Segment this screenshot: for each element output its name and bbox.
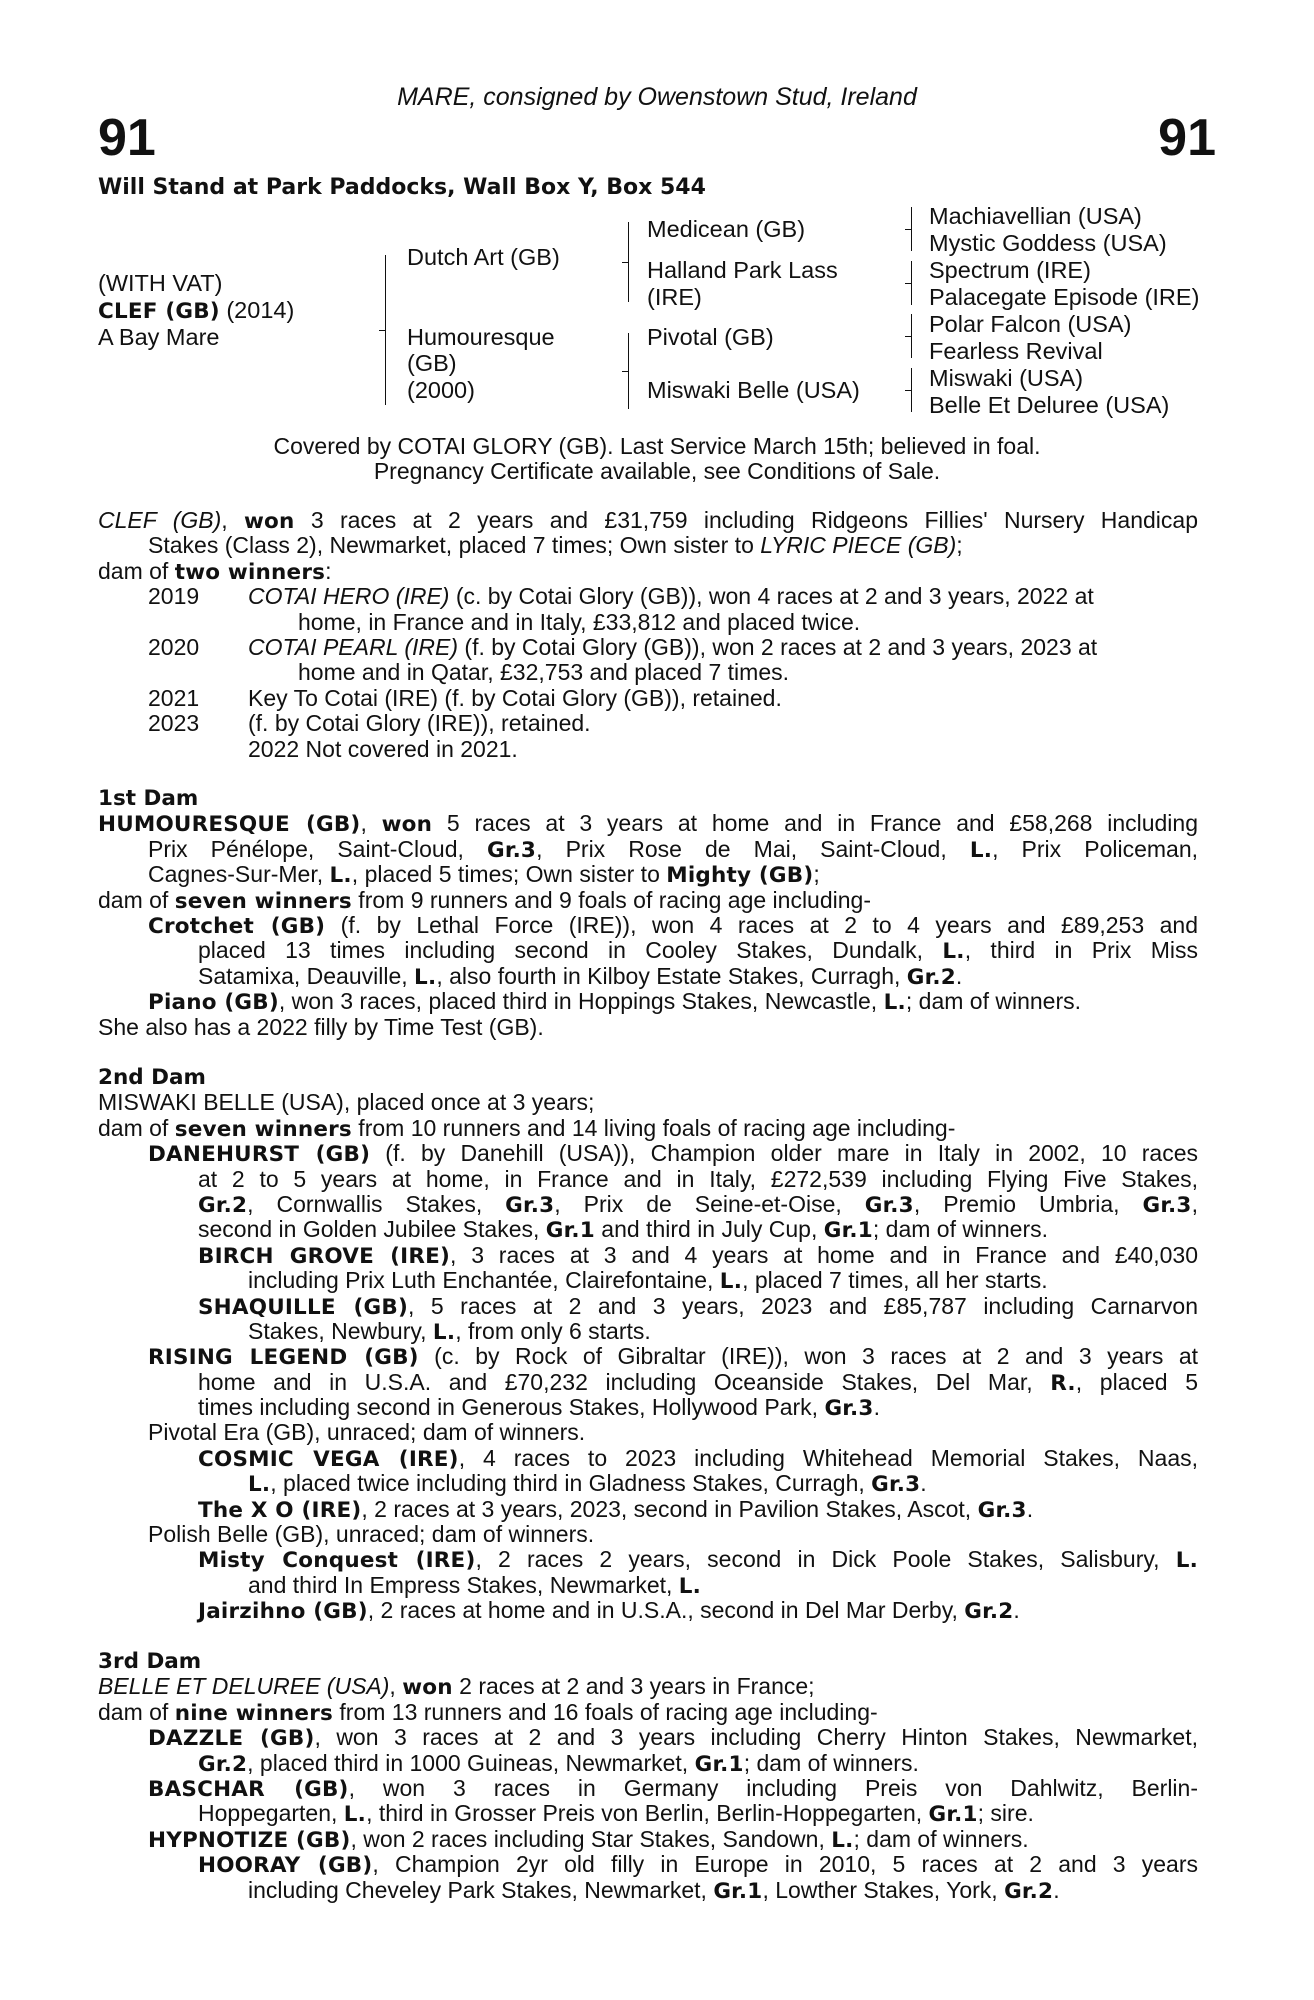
mare-record-line: dam of two winners: (98, 557, 332, 585)
stand-location: Will Stand at Park Paddocks, Wall Box Y, Box 544 (98, 175, 706, 200)
pedigree-line: Crotchet (GB) (f. by Lethal Force (IRE)), won 4 races at 2 to 4 years and £89,253 and (148, 911, 1198, 939)
pedigree-brace-2b (628, 333, 629, 409)
sire-sire: Medicean (GB) (647, 216, 806, 242)
dam-year: (2000) (407, 377, 475, 403)
pedigree-line: Stakes, Newbury, L., from only 6 starts. (248, 1317, 651, 1345)
pedigree-brace-3c (911, 314, 912, 358)
pedigree-line: BELLE ET DELUREE (USA), won 2 races at 2 and 3 years in France; (98, 1673, 815, 1701)
dam-name-line1: Humouresque (407, 324, 555, 350)
pedigree-line: She also has a 2022 filly by Time Test (GB). (98, 1013, 544, 1040)
mare-record-line: CLEF (GB), won 3 races at 2 years and £31,759 including Ridgeons Fillies' Nursery Handicap (98, 507, 1198, 534)
section-heading: 3rd Dam (98, 1649, 202, 1674)
horse-name: CLEF (GB) (98, 299, 220, 324)
horse-year: (2014) (226, 297, 295, 323)
pedigree-brace-2a (628, 222, 629, 302)
pedigree-line: RISING LEGEND (GB) (c. by Rock of Gibraltar (IRE)), won 3 races at 2 and 3 years at (148, 1343, 1199, 1371)
lot-number-left: 91 (98, 109, 156, 167)
section-heading: 1st Dam (98, 786, 199, 811)
pedigree-line: HOORAY (GB), Champion 2yr old filly in Europe in 2010, 5 races at 2 and 3 years (198, 1851, 1198, 1879)
horse-name-line (98, 297, 294, 325)
pedigree-line: Pivotal Era (GB), unraced; dam of winners. (148, 1419, 586, 1446)
pedigree-line: home and in U.S.A. and £70,232 including Oceanside Stakes, Del Mar, R., placed 5 (198, 1368, 1198, 1396)
lot-number-right: 91 (1158, 109, 1216, 167)
produce-row: 2019 COTAI HERO (IRE) (c. by Cotai Glory (GB)), won 4 races at 2 and 3 years, 2022 at (148, 583, 1094, 610)
pedigree-line: dam of seven winners from 9 runners and 9 foals of racing age including- (98, 886, 871, 914)
horse-description: A Bay Mare (98, 324, 220, 350)
pedigree-line: times including second in Generous Stakes, Hollywood Park, Gr.3. (198, 1394, 880, 1422)
pedigree-line: The X O (IRE), 2 races at 3 years, 2023, second in Pavilion Stakes, Ascot, Gr.3. (198, 1495, 1034, 1523)
second-dam-section (98, 1065, 1198, 1624)
covering-line-1: Covered by COTAI GLORY (GB). Last Service March 15th; believed in foal. (273, 433, 1041, 459)
dam-dam-sire: Miswaki (USA) (929, 365, 1084, 391)
pedigree-line: and third In Empress Stakes, Newmarket, L. (248, 1571, 702, 1599)
pedigree-line: second in Golden Jubilee Stakes, Gr.1 and third in July Cup, Gr.1; dam of winners. (198, 1216, 1049, 1244)
pedigree-brace-3b (911, 261, 912, 305)
produce-row: 2023 (f. by Cotai Glory (IRE)), retained. (148, 710, 591, 737)
third-dam-section (98, 1649, 1198, 1903)
produce-row: 2020 COTAI PEARL (IRE) (f. by Cotai Glory (GB)), won 2 races at 2 and 3 years, 2023 at (148, 633, 1098, 660)
pedigree-line: Gr.2, placed third in 1000 Guineas, Newmarket, Gr.1; dam of winners. (198, 1749, 919, 1777)
pedigree-line: including Cheveley Park Stakes, Newmarket, Gr.1, Lowther Stakes, York, Gr.2. (248, 1876, 1060, 1904)
sire-dam-dam: Palacegate Episode (IRE) (929, 284, 1200, 310)
vat-note: (WITH VAT) (98, 270, 223, 296)
sire-name: Dutch Art (GB) (407, 244, 560, 270)
pedigree-line: Prix Pénélope, Saint-Cloud, Gr.3, Prix Rose de Mai, Saint-Cloud, L., Prix Policeman, (148, 835, 1199, 863)
pedigree-line: Polish Belle (GB), unraced; dam of winners. (148, 1521, 595, 1548)
section-heading: 2nd Dam (98, 1065, 206, 1090)
dam-sire-dam: Fearless Revival (929, 338, 1103, 364)
pedigree-line: BASCHAR (GB), won 3 races in Germany including Preis von Dahlwitz, Berlin- (148, 1774, 1198, 1802)
pedigree-line: Piano (GB), won 3 races, placed third in Hoppings Stakes, Newcastle, L.; dam of winners. (148, 988, 1082, 1016)
pedigree-line: Jairzihno (GB), 2 races at home and in U.S.A., second in Del Mar Derby, Gr.2. (198, 1597, 1020, 1625)
covering-notice (0, 434, 1314, 484)
pedigree-line: SHAQUILLE (GB), 5 races at 2 and 3 years, 2023 and £85,787 including Carnarvon (198, 1292, 1198, 1320)
pedigree-line: DAZZLE (GB), won 3 races at 2 and 3 years including Cherry Hinton Stakes, Newmarket, (148, 1724, 1198, 1752)
pedigree-line: HYPNOTIZE (GB), won 2 races including Star Stakes, Sandown, L.; dam of winners. (148, 1825, 1029, 1853)
dam-sire-sire: Polar Falcon (USA) (929, 311, 1132, 337)
pedigree-line: at 2 to 5 years at home, in France and in Italy, £272,539 including Flying Five Stakes, (198, 1165, 1198, 1192)
consignor-subtitle: MARE, consigned by Owenstown Stud, Ireland (397, 83, 917, 111)
pedigree-line: L., placed twice including third in Gladness Stakes, Curragh, Gr.3. (248, 1470, 927, 1498)
pedigree-line: BIRCH GROVE (IRE), 3 races at 3 and 4 years at home and in France and £40,030 (198, 1241, 1198, 1269)
dam-dam: Miswaki Belle (USA) (647, 377, 860, 403)
pedigree-line: Cagnes-Sur-Mer, L., placed 5 times; Own sister to Mighty (GB); (148, 861, 820, 889)
produce-row-cont: home and in Qatar, £32,753 and placed 7 times. (298, 659, 789, 686)
pedigree-brace-1 (385, 255, 386, 405)
produce-row-cont: home, in France and in Italy, £33,812 and placed twice. (298, 608, 861, 635)
produce-note: 2022 Not covered in 2021. (248, 735, 518, 762)
pedigree-line: Misty Conquest (IRE), 2 races 2 years, second in Dick Poole Stakes, Salisbury, L. (198, 1546, 1198, 1574)
pedigree-brace-3d (911, 368, 912, 412)
produce-row: 2021 Key To Cotai (IRE) (f. by Cotai Glory (GB)), retained. (148, 684, 782, 711)
pedigree-line: dam of nine winners from 13 runners and 16 foals of racing age including- (98, 1698, 878, 1726)
pedigree-line: HUMOURESQUE (GB), won 5 races at 3 years at home and in France and £58,268 including (98, 810, 1198, 838)
pedigree-brace-3a (911, 207, 912, 251)
pedigree-line: COSMIC VEGA (IRE), 4 races to 2023 including Whitehead Memorial Stakes, Naas, (198, 1444, 1198, 1472)
pedigree-line: including Prix Luth Enchantée, Clairefontaine, L., placed 7 times, all her starts. (248, 1267, 1048, 1295)
pedigree-line: placed 13 times including second in Cooley Stakes, Dundalk, L., third in Prix Miss (198, 937, 1199, 965)
dam-name-line2: (GB) (407, 350, 457, 376)
pedigree-line: DANEHURST (GB) (f. by Danehill (USA)), Champion older mare in Italy in 2002, 10 races (148, 1140, 1198, 1168)
sire-dam-line2: (IRE) (647, 284, 702, 310)
sire-dam-line1: Halland Park Lass (647, 257, 838, 283)
sire-dam-sire: Spectrum (IRE) (929, 257, 1091, 283)
pregnancy-certificate-line: Pregnancy Certificate available, see Conditions of Sale. (373, 458, 941, 484)
pedigree-line: Gr.2, Cornwallis Stakes, Gr.3, Prix de Seine-et-Oise, Gr.3, Premio Umbria, Gr.3, (198, 1190, 1198, 1218)
dam-sire: Pivotal (GB) (647, 324, 774, 350)
pedigree-line: MISWAKI BELLE (USA), placed once at 3 years; (98, 1089, 595, 1116)
sire-sire-sire: Machiavellian (USA) (929, 203, 1142, 229)
pedigree-line: Hoppegarten, L., third in Grosser Preis von Berlin, Berlin-Hoppegarten, Gr.1; sire. (198, 1800, 1034, 1828)
pedigree-line: Satamixa, Deauville, L., also fourth in Kilboy Estate Stakes, Curragh, Gr.2. (198, 962, 963, 990)
sire-sire-dam: Mystic Goddess (USA) (929, 230, 1167, 256)
dam-dam-dam: Belle Et Deluree (USA) (929, 392, 1170, 418)
mare-record-line: Stakes (Class 2), Newmarket, placed 7 times; Own sister to LYRIC PIECE (GB); (148, 532, 963, 559)
first-dam-section (98, 786, 1198, 1040)
pedigree-line: dam of seven winners from 10 runners and 14 living foals of racing age including- (98, 1114, 956, 1142)
mare-record-section (98, 508, 1198, 762)
